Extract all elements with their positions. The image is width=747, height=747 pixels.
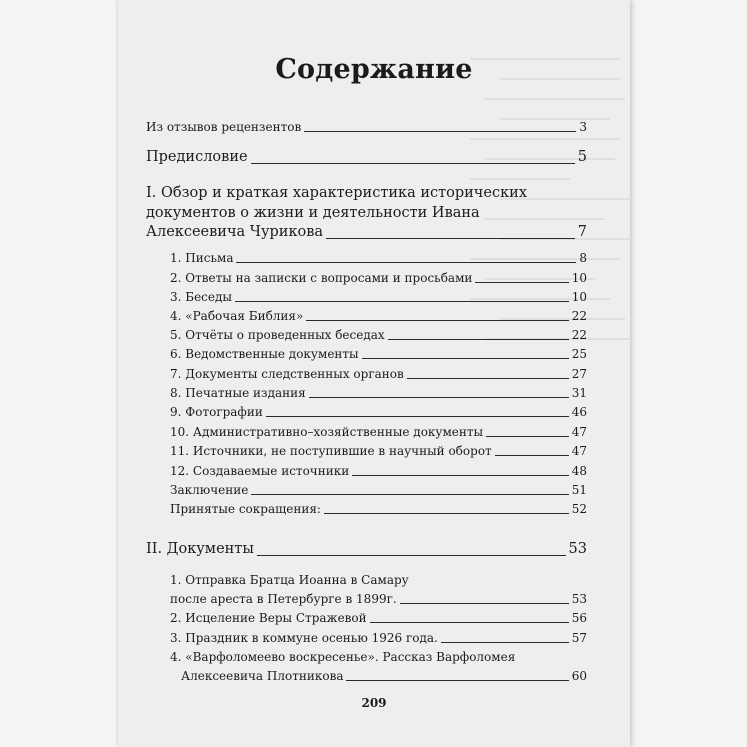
toc-entry-label: Заключение [170, 483, 249, 497]
leader-line [326, 237, 575, 239]
toc-entry-page: 5 [577, 149, 587, 165]
leader-line [486, 435, 569, 437]
toc-entry[interactable] [170, 367, 587, 381]
toc-entry-label: 5. Отчёты о проведенных беседах [170, 328, 385, 342]
toc-entry-preface[interactable] [146, 149, 587, 166]
toc-entry-page: 22 [571, 309, 587, 323]
page-number: 209 [361, 696, 387, 710]
toc-entry-doc3[interactable] [170, 631, 587, 645]
toc-entry-reviews[interactable] [146, 120, 587, 134]
doc1-title-line1: 1. Отправка Братца Иоанна в Самару [170, 573, 409, 587]
toc-entry-label: 2. Исцеление Веры Стражевой [170, 611, 367, 625]
toc-entry-page: 57 [571, 631, 587, 645]
toc-entry-label: 6. Ведомственные документы [170, 347, 359, 361]
toc-entry-page: 3 [579, 120, 587, 134]
leader-line [441, 641, 569, 643]
part1-title-line2: документов о жизни и деятельности Ивана [146, 205, 480, 221]
part1-title-line1: I. Обзор и краткая характеристика исторических [146, 185, 528, 201]
toc-entry-label: 2. Ответы на записки с вопросами и просьбами [170, 271, 473, 285]
toc-entry-page: 47 [571, 444, 587, 458]
toc-entry[interactable] [170, 328, 587, 342]
leader-line [388, 338, 569, 340]
toc-entry[interactable] [170, 386, 587, 400]
toc-entry-label: Алексеевича Плотникова [181, 669, 344, 683]
toc-entry-page: 25 [571, 347, 587, 361]
leader-line [352, 474, 569, 476]
leader-line [400, 602, 569, 604]
toc-entry-label: 3. Беседы [170, 290, 232, 304]
toc-entry-conclusion[interactable] [170, 483, 587, 497]
leader-line [266, 415, 569, 417]
toc-entry-label: 10. Административно–хозяйственные документы [170, 425, 484, 439]
toc-entry-label: 3. Праздник в коммуне осенью 1926 года. [170, 631, 438, 645]
toc-entry-page: 51 [571, 483, 587, 497]
toc-entry-doc1[interactable] [170, 592, 587, 606]
toc-entry[interactable] [170, 271, 587, 285]
leader-line [362, 357, 569, 359]
leader-line [495, 454, 569, 456]
toc-entry-part2[interactable] [146, 541, 587, 558]
toc-entry-page: 52 [571, 502, 587, 516]
toc-entry-label: Алексеевича Чурикова [146, 224, 324, 240]
leader-line [309, 396, 569, 398]
toc-entry-page: 8 [579, 251, 587, 265]
toc-entry-page: 53 [571, 592, 587, 606]
toc-entry-label: после ареста в Петербурге в 1899г. [170, 592, 397, 606]
leader-line [475, 281, 568, 283]
leader-line [324, 512, 569, 514]
toc-entry-page: 53 [568, 541, 587, 557]
doc4-title-line1: 4. «Варфоломеево воскресенье». Рассказ Варфоломея [170, 650, 516, 664]
toc-entry-label: 11. Источники, не поступившие в научный оборот [170, 444, 492, 458]
toc-entry-label: II. Документы [146, 541, 254, 557]
toc-entry-page: 10 [571, 271, 587, 285]
leader-line [407, 377, 569, 379]
toc-entry-page: 27 [571, 367, 587, 381]
toc-entry[interactable] [170, 425, 587, 439]
toc-entry-doc2[interactable] [170, 611, 587, 625]
toc-entry[interactable] [170, 251, 587, 265]
toc-entry-label: Из отзывов рецензентов [146, 120, 302, 134]
toc-entry-page: 60 [571, 669, 587, 683]
toc-entry[interactable] [170, 290, 587, 304]
leader-line [304, 130, 576, 132]
toc-entry-abbreviations[interactable] [170, 502, 587, 516]
leader-line [370, 621, 569, 623]
page-title: Содержание [275, 54, 473, 85]
toc-entry-part1[interactable] [146, 224, 587, 241]
toc-entry[interactable] [170, 405, 587, 419]
leader-line [257, 554, 566, 556]
toc-entry-page: 22 [571, 328, 587, 342]
toc-entry[interactable] [170, 444, 587, 458]
toc-entry-label: 12. Создаваемые источники [170, 464, 350, 478]
toc-entry-page: 31 [571, 386, 587, 400]
toc-entry-page: 56 [571, 611, 587, 625]
leader-line [236, 261, 576, 263]
leader-line [251, 493, 568, 495]
toc-entry-page: 46 [571, 405, 587, 419]
toc-entry-label: 7. Документы следственных органов [170, 367, 404, 381]
toc-entry-page: 47 [571, 425, 587, 439]
toc-entry-label: Принятые сокращения: [170, 502, 321, 516]
leader-line [346, 679, 568, 681]
toc-entry-page: 48 [571, 464, 587, 478]
toc-entry[interactable] [170, 309, 587, 323]
leader-line [235, 300, 569, 302]
toc-entry-doc4[interactable] [181, 669, 587, 683]
toc-entry-label: Предисловие [146, 149, 248, 165]
toc-entry-label: 4. «Рабочая Библия» [170, 309, 304, 323]
leader-line [306, 319, 568, 321]
toc-entry-label: 9. Фотографии [170, 405, 263, 419]
toc-entry-label: 8. Печатные издания [170, 386, 306, 400]
toc-entry-page: 7 [577, 224, 587, 240]
leader-line [251, 162, 575, 164]
toc-entry[interactable] [170, 464, 587, 478]
toc-entry-page: 10 [571, 290, 587, 304]
toc-entry[interactable] [170, 347, 587, 361]
toc-entry-label: 1. Письма [170, 251, 234, 265]
